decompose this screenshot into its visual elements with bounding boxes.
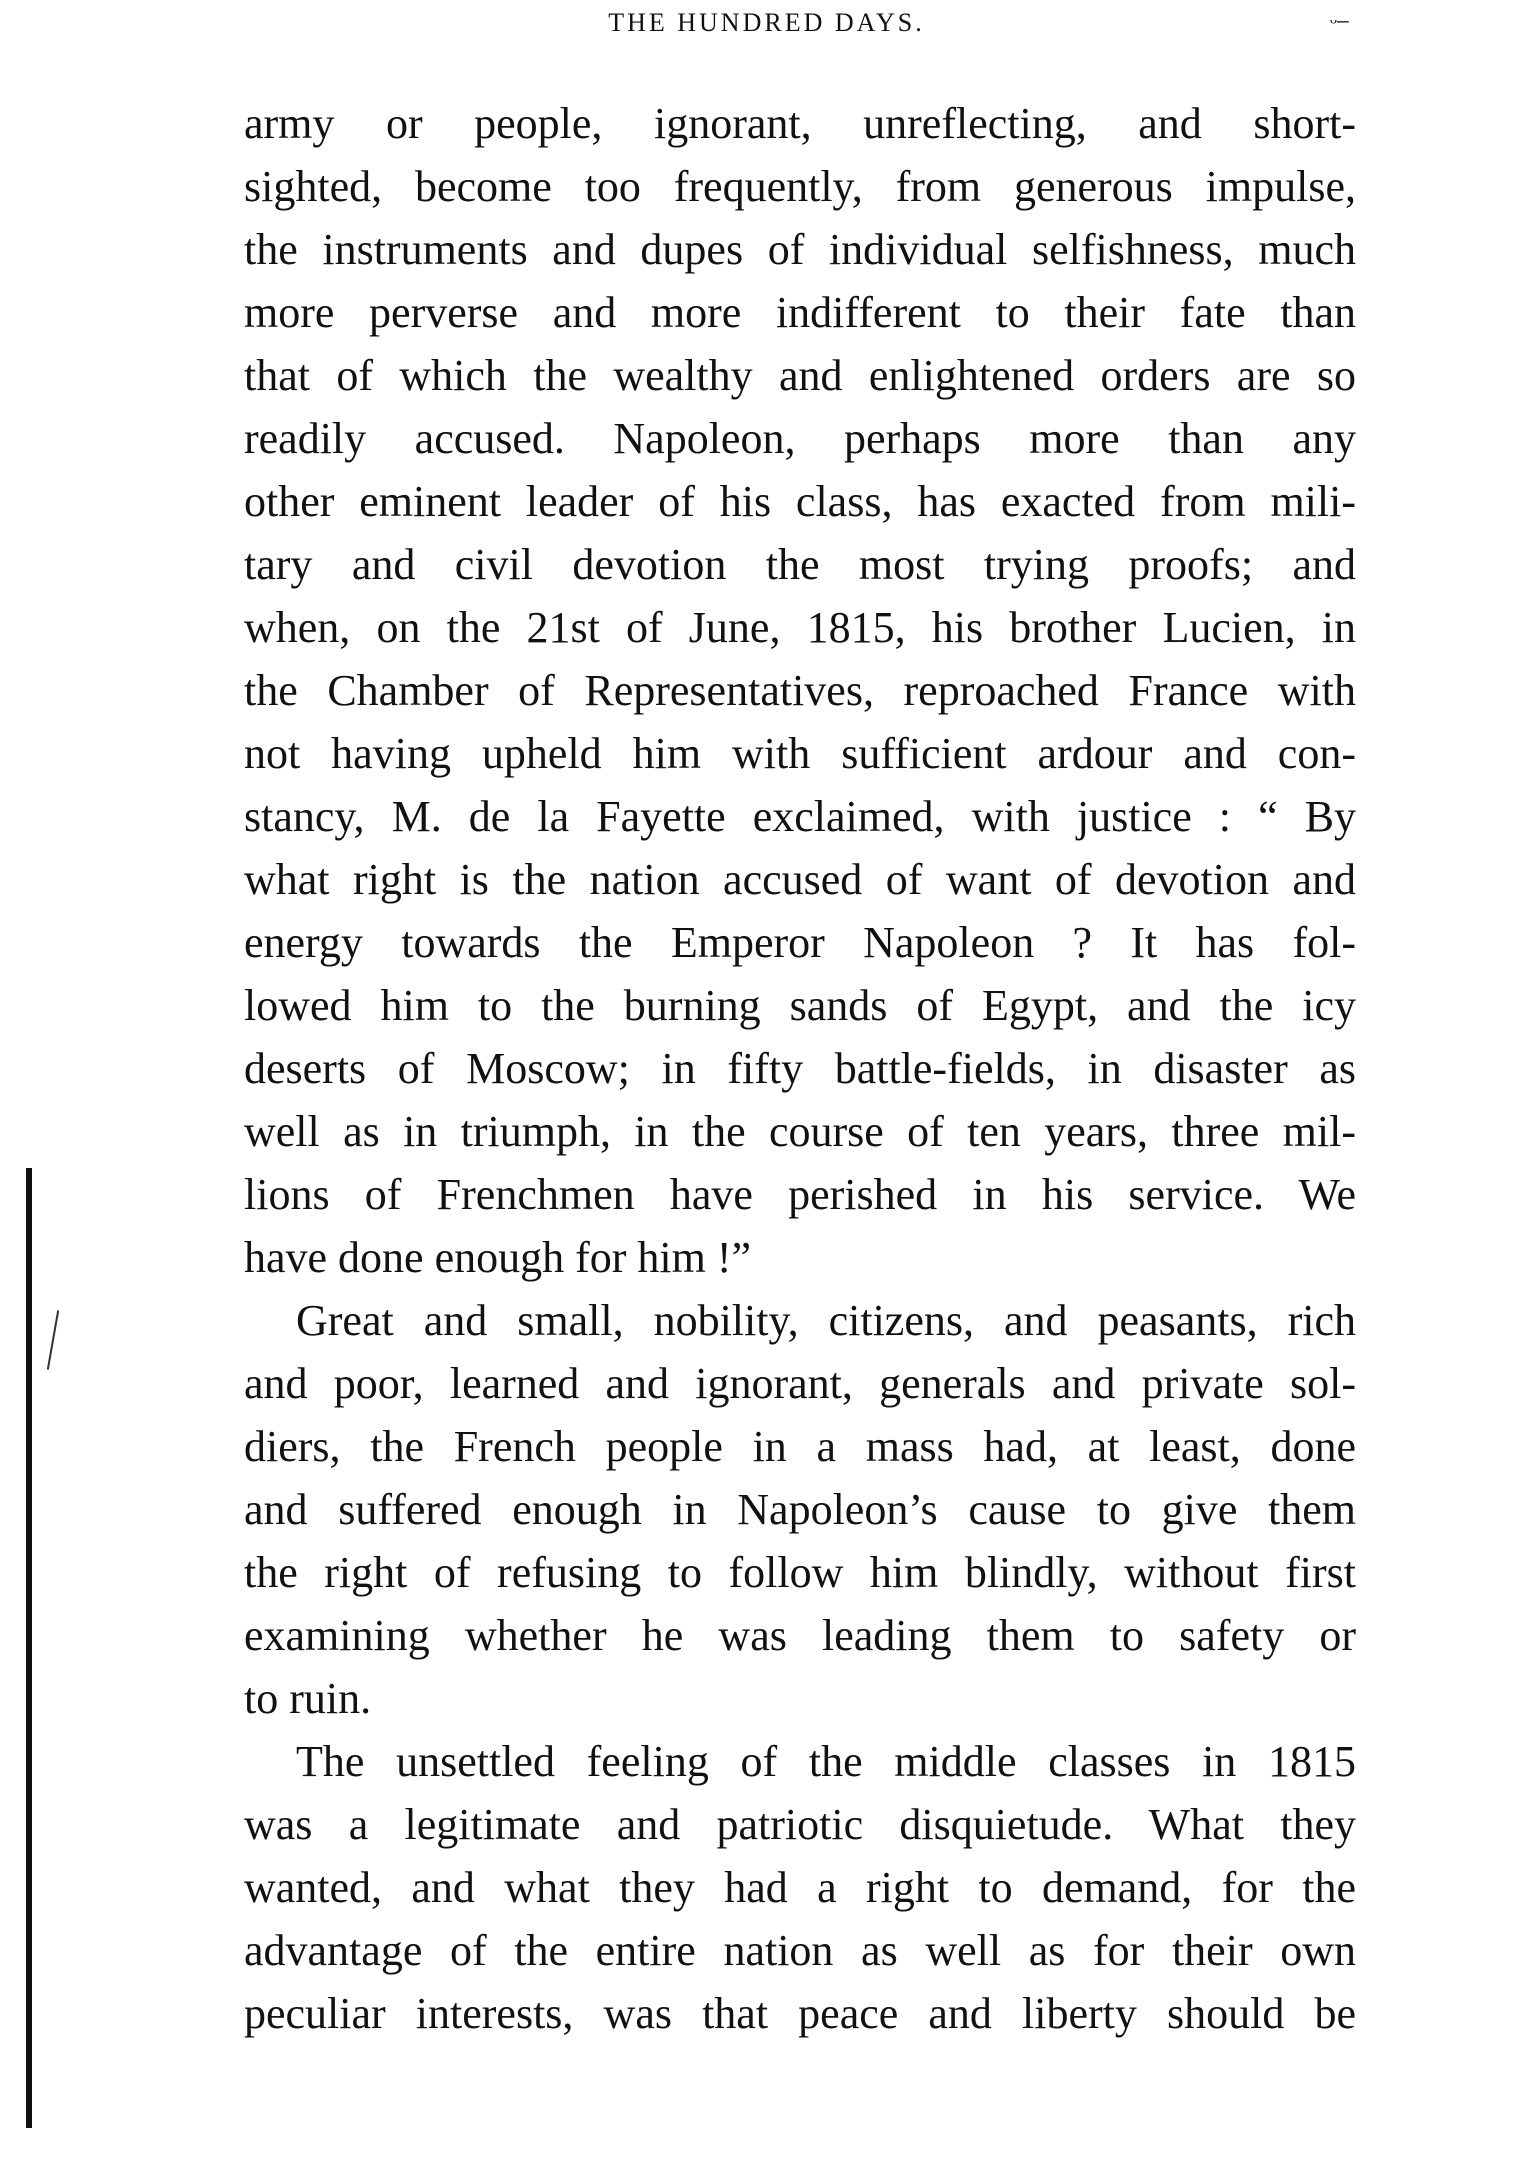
text-line: lions of Frenchmen have perished in his service. We xyxy=(244,1170,1356,1219)
scan-mark xyxy=(47,1310,59,1369)
scan-binding-edge xyxy=(26,1168,32,2128)
text-line: the instruments and dupes of individual selfishness, much xyxy=(244,225,1356,274)
text-line: when, on the 21st of June, 1815, his brother Lucien, in xyxy=(244,603,1356,652)
text-line: energy towards the Emperor Napoleon ? It has fol- xyxy=(244,918,1356,967)
body-text xyxy=(244,92,1356,2045)
text-line: what right is the nation accused of want of devotion and xyxy=(244,855,1356,904)
text-line: not having upheld him with sufficient ardour and con- xyxy=(244,729,1356,778)
text-line: the Chamber of Representatives, reproached France with xyxy=(244,666,1356,715)
text-line: The unsettled feeling of the middle classes in 1815 xyxy=(296,1737,1356,1786)
text-line: was a legitimate and patriotic disquietude. What they xyxy=(244,1800,1356,1849)
page-number: ᵕ ̶ xyxy=(1330,10,1343,36)
text-line: more perverse and more indifferent to their fate than xyxy=(244,288,1356,337)
text-line: sighted, become too frequently, from generous impulse, xyxy=(244,162,1356,211)
text-line: army or people, ignorant, unreflecting, and short- xyxy=(244,99,1356,148)
text-line: and poor, learned and ignorant, generals and private sol- xyxy=(244,1359,1356,1408)
text-line: examining whether he was leading them to safety or xyxy=(244,1611,1356,1660)
text-line: deserts of Moscow; in fifty battle-fields, in disaster as xyxy=(244,1044,1356,1093)
text-line: wanted, and what they had a right to demand, for the xyxy=(244,1863,1356,1912)
text-line: lowed him to the burning sands of Egypt, and the icy xyxy=(244,981,1356,1030)
text-line: and suffered enough in Napoleon’s cause to give them xyxy=(244,1485,1356,1534)
text-line: diers, the French people in a mass had, at least, done xyxy=(244,1422,1356,1471)
text-line: that of which the wealthy and enlightened orders are so xyxy=(244,351,1356,400)
text-line: stancy, M. de la Fayette exclaimed, with justice : “ By xyxy=(244,792,1356,841)
text-line: have done enough for him !” xyxy=(244,1233,752,1282)
text-line: advantage of the entire nation as well as for their own xyxy=(244,1926,1356,1975)
text-line: the right of refusing to follow him blindly, without first xyxy=(244,1548,1356,1597)
text-line: tary and civil devotion the most trying proofs; and xyxy=(244,540,1356,589)
text-line: well as in triumph, in the course of ten years, three mil- xyxy=(244,1107,1356,1156)
text-line: Great and small, nobility, citizens, and peasants, rich xyxy=(296,1296,1356,1345)
text-line: readily accused. Napoleon, perhaps more than any xyxy=(244,414,1356,463)
running-title: THE HUNDRED DAYS. xyxy=(608,8,925,37)
text-line: other eminent leader of his class, has exacted from mili- xyxy=(244,477,1356,526)
text-line: peculiar interests, was that peace and liberty should be xyxy=(244,1989,1356,2038)
text-line: to ruin. xyxy=(244,1674,372,1723)
